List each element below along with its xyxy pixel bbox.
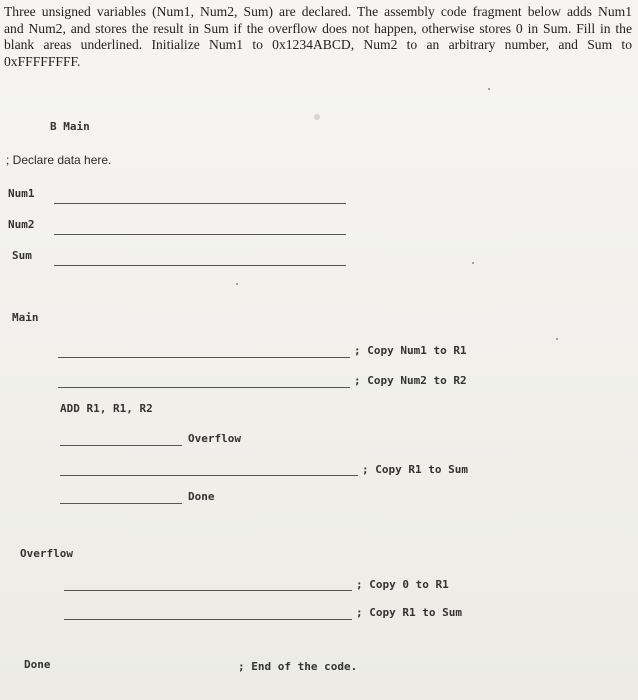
intro-line-4: 0xFFFFFFFF.: [4, 53, 81, 69]
declare-data-comment: ; Declare data here.: [6, 153, 112, 167]
problem-statement: [4, 4, 632, 70]
copy-num2-blank[interactable]: [58, 387, 350, 388]
branch-instruction: B Main: [50, 120, 90, 133]
num1-blank[interactable]: [54, 203, 346, 204]
sum-blank[interactable]: [54, 265, 346, 266]
sum-label: Sum: [12, 249, 32, 262]
intro-line-1: Three unsigned variables (Num1, Num2, Sum) are declared. The assembly code fragment below adds Num1: [4, 4, 632, 19]
paper-speck: [472, 262, 474, 264]
paper-speck: [556, 338, 558, 340]
store-sum-blank[interactable]: [60, 475, 358, 476]
main-label: Main: [12, 311, 39, 324]
paper-speck: [488, 88, 490, 90]
done-label: Done: [24, 658, 51, 671]
paper-speck: [314, 114, 320, 120]
copy-num1-blank[interactable]: [58, 357, 350, 358]
copy-num2-comment: ; Copy Num2 to R2: [354, 374, 467, 387]
copy-num1-comment: ; Copy Num1 to R1: [354, 344, 467, 357]
copy-r1-sum-comment-2: ; Copy R1 to Sum: [356, 606, 462, 619]
paper-speck: [236, 283, 238, 285]
overflow-label: Overflow: [20, 547, 73, 560]
end-comment: ; End of the code.: [238, 660, 358, 673]
intro-line-3: blank areas underlined. Initialize Num1 to 0x1234ABCD, Num2 to an arbitrary number, and Sum to: [4, 37, 632, 52]
copy-r1-sum-comment: ; Copy R1 to Sum: [362, 463, 468, 476]
branch-done-blank[interactable]: [60, 503, 182, 504]
num2-label: Num2: [8, 218, 35, 231]
copy-zero-comment: ; Copy 0 to R1: [356, 578, 449, 591]
branch-done-target: Done: [188, 490, 215, 503]
add-instruction: ADD R1, R1, R2: [60, 402, 153, 415]
copy-zero-blank[interactable]: [64, 590, 352, 591]
num2-blank[interactable]: [54, 234, 346, 235]
num1-label: Num1: [8, 187, 35, 200]
store-zero-blank[interactable]: [64, 619, 352, 620]
branch-overflow-target: Overflow: [188, 432, 241, 445]
branch-overflow-blank[interactable]: [60, 445, 182, 446]
intro-line-2: and Num2, and stores the result in Sum if the overflow does not happen, otherwise stores 0 in Sum. Fill in the: [4, 20, 632, 36]
